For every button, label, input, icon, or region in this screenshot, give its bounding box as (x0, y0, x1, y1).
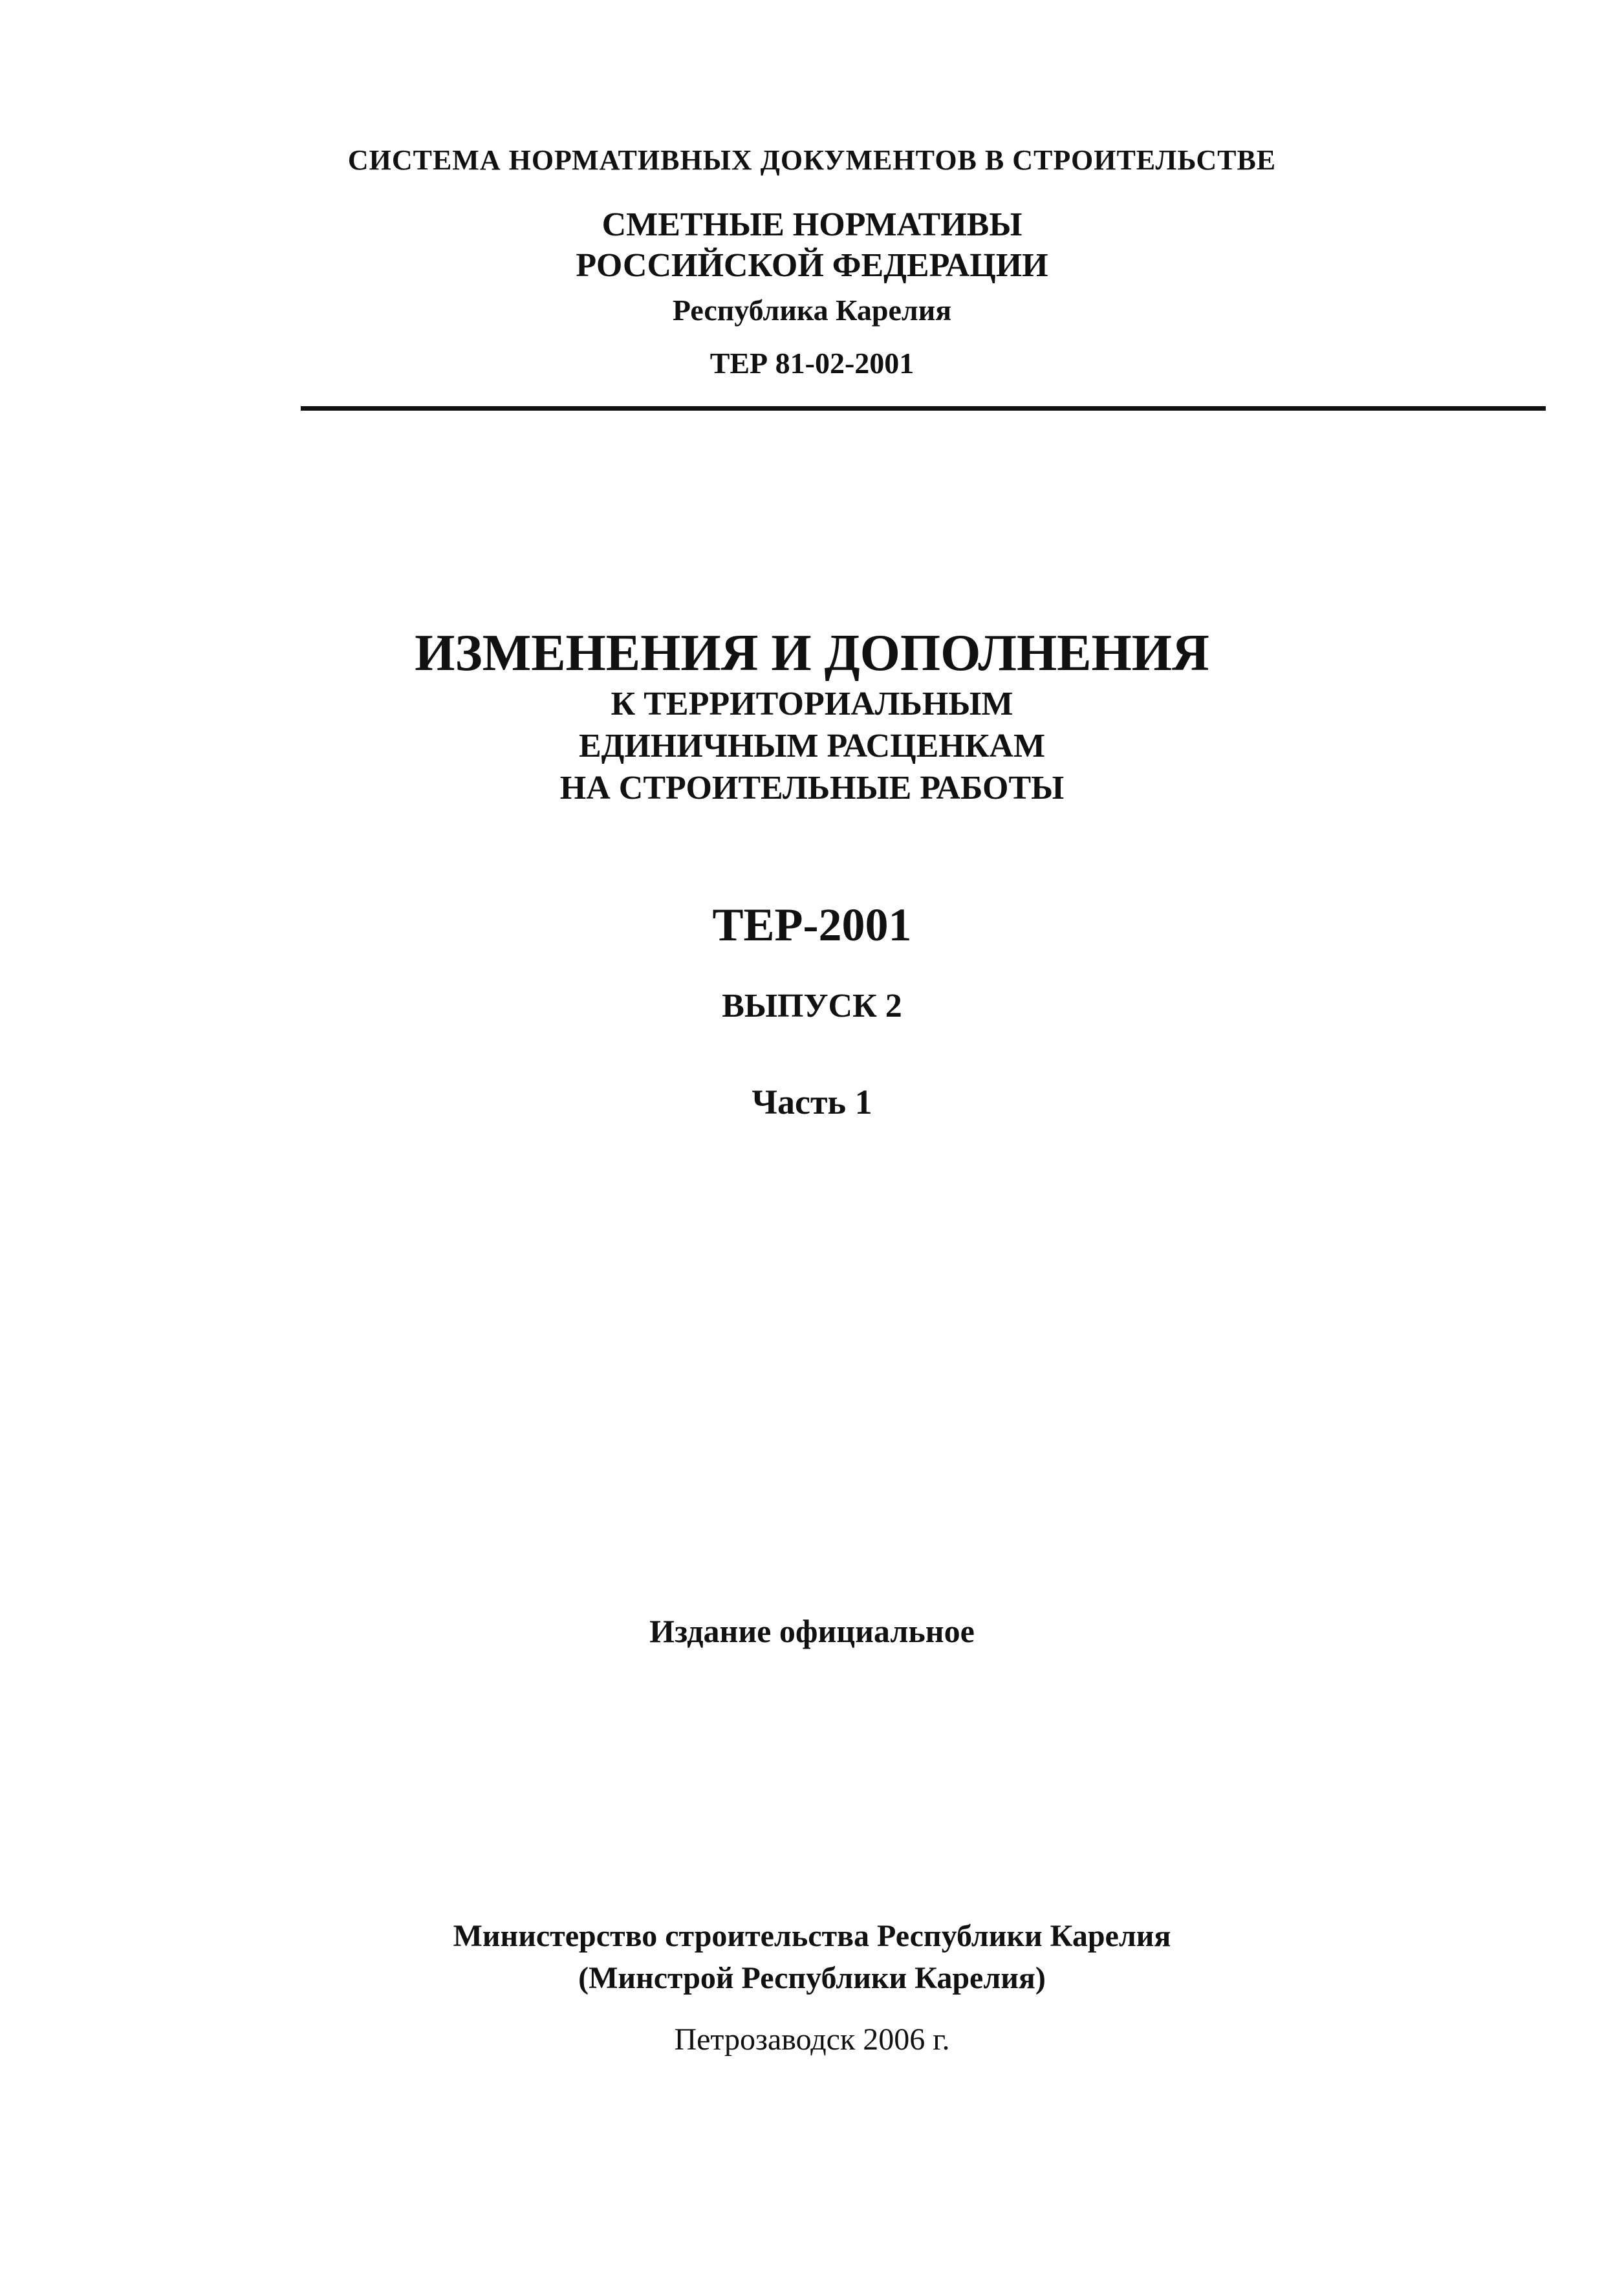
issue-label: ВЫПУСК 2 (722, 988, 902, 1024)
main-title-line3: ЕДИНИЧНЫМ РАСЦЕНКАМ (578, 728, 1046, 764)
main-title-line2: К ТЕРРИТОРИАЛЬНЫМ (611, 686, 1013, 722)
part-label: Часть 1 (752, 1083, 872, 1121)
official-edition-label: Издание официальное (649, 1613, 975, 1649)
main-title: ИЗМЕНЕНИЯ И ДОПОЛНЕНИЯ (415, 625, 1209, 682)
norms-title-line1: СМЕТНЫЕ НОРМАТИВЫ (601, 206, 1023, 243)
region-label: Республика Карелия (672, 294, 952, 327)
header-divider (301, 406, 1546, 411)
edition-code: ТЕР-2001 (712, 899, 912, 951)
main-title-line4: НА СТРОИТЕЛЬНЫЕ РАБОТЫ (559, 770, 1065, 806)
publisher-line2: (Минстрой Республики Карелия) (578, 1961, 1046, 1995)
place-year: Петрозаводск 2006 г. (674, 2022, 950, 2057)
norms-title-line2: РОССИЙСКОЙ ФЕДЕРАЦИИ (576, 247, 1048, 284)
publisher-line1: Министерство строительства Республики Карелия (453, 1919, 1171, 1953)
system-title: СИСТЕМА НОРМАТИВНЫХ ДОКУМЕНТОВ В СТРОИТЕЛЬСТВЕ (347, 144, 1277, 176)
document-code: ТЕР 81-02-2001 (709, 347, 915, 380)
